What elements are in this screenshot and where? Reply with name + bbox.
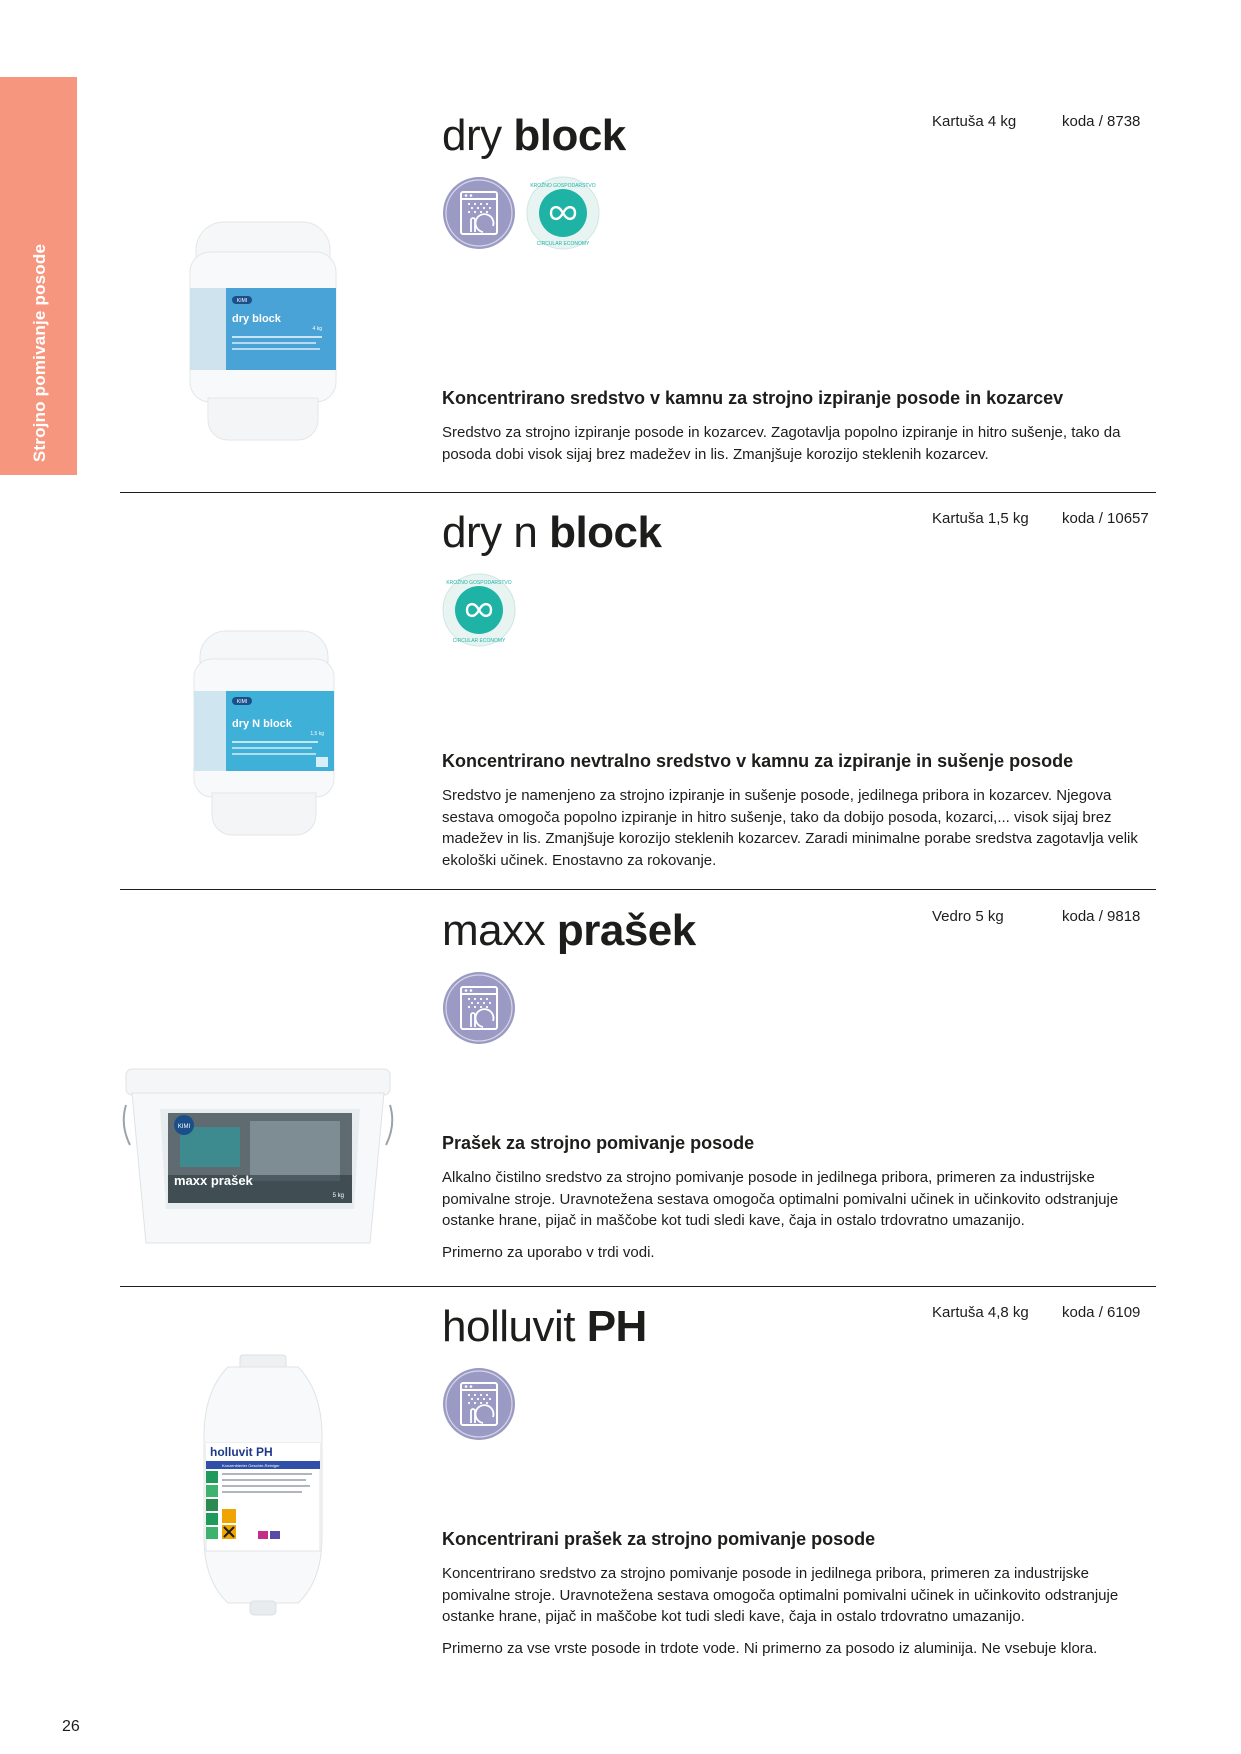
icon-row <box>442 573 516 647</box>
label-name: maxx prašek <box>174 1173 253 1188</box>
description-paragraph: Koncentrirano sredstvo za strojno pomivanje posode in jedilnega pribora, primeren za industrijske pomivalne stroje. Uravnotežena sestava omogoča optimalni pomivalni učinek in učinkovito odstranjuje ostanke hrane, pijač in maščobe kot tudi sledi kave, čaja in ostalo trdovratno umazanijo. <box>442 1565 1119 1625</box>
icon-row <box>442 1367 516 1441</box>
package-size: Vedro 5 kg <box>932 908 1004 925</box>
label-name: holluvit PH <box>210 1445 273 1459</box>
product-code: koda / 8738 <box>1062 113 1141 130</box>
product-dry-n-block <box>120 497 1156 887</box>
product-subtitle: Prašek za strojno pomivanje posode <box>442 1133 755 1153</box>
label-name: dry block <box>232 313 281 325</box>
label-weight: 1,5 kg <box>310 731 324 737</box>
product-image-dry-block <box>188 218 338 449</box>
product-description <box>442 1167 1154 1263</box>
product-holluvit-ph <box>120 1293 1156 1713</box>
circular-economy-icon <box>526 176 600 250</box>
package-size: Kartuša 4 kg <box>932 113 1017 130</box>
circular-economy-icon <box>442 573 516 647</box>
label-brand: KIMI <box>177 1124 191 1130</box>
badge-top-text: KROŽNO GOSPODARSTVO <box>446 580 512 586</box>
label-name: dry N block <box>232 718 292 730</box>
product-name-light: dry <box>442 111 502 160</box>
product-name-light: holluvit <box>442 1302 575 1351</box>
package-size: Kartuša 4,8 kg <box>932 1304 1029 1321</box>
description-paragraph: Primerno za uporabo v trdi vodi. <box>442 1243 655 1261</box>
icon-row <box>442 971 516 1045</box>
side-tab <box>0 77 77 475</box>
side-tab-label: Strojno pomivanje posode <box>30 243 49 463</box>
product-name-bold: block <box>549 508 662 557</box>
section-divider <box>120 492 1156 493</box>
description-paragraph: Sredstvo je namenjeno za strojno izpiranje in sušenje posode, jedilnega pribora in kozarcev. Njegova sestava omogoča popolno izpiranje in hitro sušenje, tako da dobijo posoda, kozarci,... visok sijaj brez madežev in lis. Zmanjšuje korozijo steklenih kozarcev. Zaradi minimalne porabe sredstva zagotavlja velik ekološki učinek. Enostavno za rokovanje. <box>442 787 1138 869</box>
dishwasher-icon <box>442 1367 516 1441</box>
product-name-light: dry n <box>442 508 538 557</box>
product-name-bold: prašek <box>556 906 696 955</box>
product-name-bold: block <box>513 111 626 160</box>
product-maxx-prasek <box>120 895 1156 1285</box>
product-code: koda / 10657 <box>1062 510 1149 527</box>
product-description <box>442 785 1154 871</box>
dishwasher-icon <box>442 176 516 250</box>
description-paragraph: Primerno za vse vrste posode in trdote vode. Ni primerno za posodo iz aluminija. Ne vsebuje klora. <box>442 1639 1098 1657</box>
page-number: 26 <box>62 1718 80 1735</box>
dishwasher-icon <box>442 971 516 1045</box>
product-image-holluvit-ph <box>200 1353 326 1624</box>
product-name <box>442 906 696 955</box>
description-paragraph: Sredstvo za strojno izpiranje posode in kozarcev. Zagotavlja popolno izpiranje in hitro sušenje, tako da posoda dobi visok sijaj brez madežev in lis. Zmanjšuje korozijo steklenih kozarcev. <box>442 424 1121 463</box>
label-brand: KIMI <box>236 298 248 304</box>
product-code: koda / 6109 <box>1062 1304 1141 1321</box>
product-name-bold: PH <box>586 1302 647 1351</box>
icon-row <box>442 176 600 250</box>
product-name-light: maxx <box>442 906 546 955</box>
badge-bottom-text: CIRCULAR ECONOMY <box>536 241 590 247</box>
label-brand: KIMI <box>236 699 248 705</box>
product-subtitle: Koncentrirano nevtralno sredstvo v kamnu za izpiranje in sušenje posode <box>442 751 1074 771</box>
product-code: koda / 9818 <box>1062 908 1141 925</box>
product-name <box>442 508 662 557</box>
badge-top-text: KROŽNO GOSPODARSTVO <box>530 183 596 189</box>
product-description <box>442 422 1154 465</box>
label-weight: 4 kg <box>312 326 322 332</box>
product-description <box>442 1563 1154 1659</box>
package-size: Kartuša 1,5 kg <box>932 510 1029 527</box>
label-weight: 5 kg <box>332 1193 344 1199</box>
label-subtitle: Konzentrierter Geschirr-Reiniger <box>222 1463 280 1468</box>
product-subtitle: Koncentrirano sredstvo v kamnu za strojno izpiranje posode in kozarcev <box>442 388 1064 408</box>
product-dry-block <box>120 100 1156 463</box>
section-divider <box>120 1286 1156 1287</box>
section-divider <box>120 889 1156 890</box>
description-paragraph: Alkalno čistilno sredstvo za strojno pomivanje posode in jedilnega pribora, primeren za industrijske pomivalne stroje. Uravnotežena sestava omogoča optimalni pomivalni učinek in učinkovito odstranjuje ostanke hrane, pijač in maščobe kot tudi sledi kave, čaja in ostalo trdovratno umazanijo. <box>442 1169 1119 1229</box>
badge-bottom-text: CIRCULAR ECONOMY <box>452 638 506 644</box>
product-name <box>442 111 626 160</box>
product-image-maxx-prasek <box>120 1065 396 1256</box>
product-subtitle: Koncentrirani prašek za strojno pomivanje posode <box>442 1529 876 1549</box>
product-image-dry-n-block <box>192 627 336 844</box>
product-name <box>442 1302 647 1351</box>
